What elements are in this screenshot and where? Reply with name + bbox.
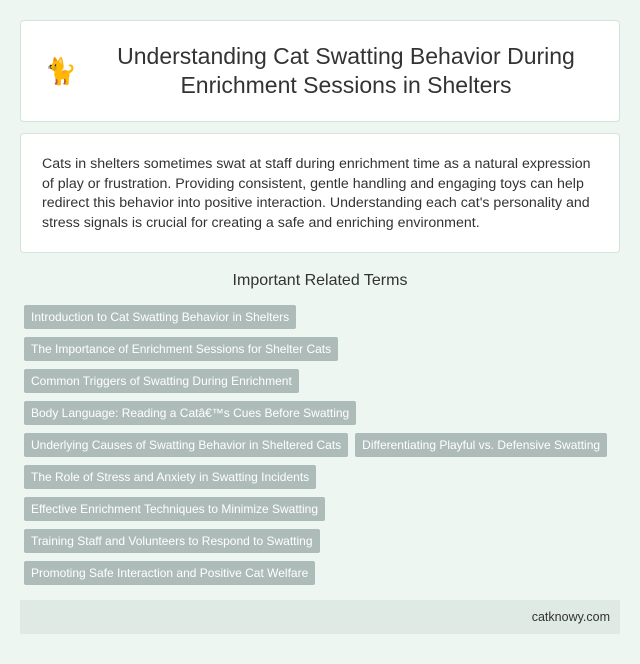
term-row [24, 561, 315, 585]
footer [20, 600, 620, 634]
term-row [24, 433, 607, 457]
term-chip-enrichment-techniques[interactable]: Effective Enrichment Techniques to Minimize Swatting [24, 497, 325, 521]
term-chip-staff-training[interactable]: Training Staff and Volunteers to Respond to Swatting [24, 529, 320, 553]
term-chip-stress-anxiety[interactable]: The Role of Stress and Anxiety in Swatting Incidents [24, 465, 316, 489]
term-chip-enrichment-importance[interactable]: The Importance of Enrichment Sessions for Shelter Cats [24, 337, 338, 361]
term-row [24, 529, 320, 553]
term-chip-body-language[interactable]: Body Language: Reading a Catâ€™s Cues Before Swatting [24, 401, 356, 425]
description-card [20, 133, 620, 253]
header-card [20, 20, 620, 122]
description-text: Cats in shelters sometimes swat at staff during enrichment time as a natural expression of play or frustration. Providing consistent, gentle handling and engaging toys can help redirect this behavior into positive interaction. Understanding each cat's personality and stress signals is crucial for creating a safe and enriching environment. [42, 156, 591, 231]
term-chip-underlying-causes[interactable]: Underlying Causes of Swatting Behavior in Sheltered Cats [24, 433, 348, 457]
term-chip-swatting-intro[interactable]: Introduction to Cat Swatting Behavior in Shelters [24, 305, 296, 329]
term-row [24, 369, 299, 393]
term-row [24, 305, 296, 329]
cat-icon: 🐈 [44, 56, 78, 86]
term-row [24, 337, 338, 361]
related-terms-heading: Important Related Terms [232, 272, 408, 289]
title-wrap [44, 42, 596, 100]
page-title: Understanding Cat Swatting Behavior During Enrichment Sessions in Shelters [117, 43, 575, 98]
term-row [24, 401, 356, 425]
term-row [24, 497, 325, 521]
footer-site-link[interactable]: catknowy.com [531, 610, 610, 624]
term-chip-playful-vs-defensive[interactable]: Differentiating Playful vs. Defensive Swatting [355, 433, 607, 457]
term-chip-common-triggers[interactable]: Common Triggers of Swatting During Enrichment [24, 369, 299, 393]
term-row [24, 465, 316, 489]
term-chip-safe-interaction[interactable]: Promoting Safe Interaction and Positive Cat Welfare [24, 561, 315, 585]
